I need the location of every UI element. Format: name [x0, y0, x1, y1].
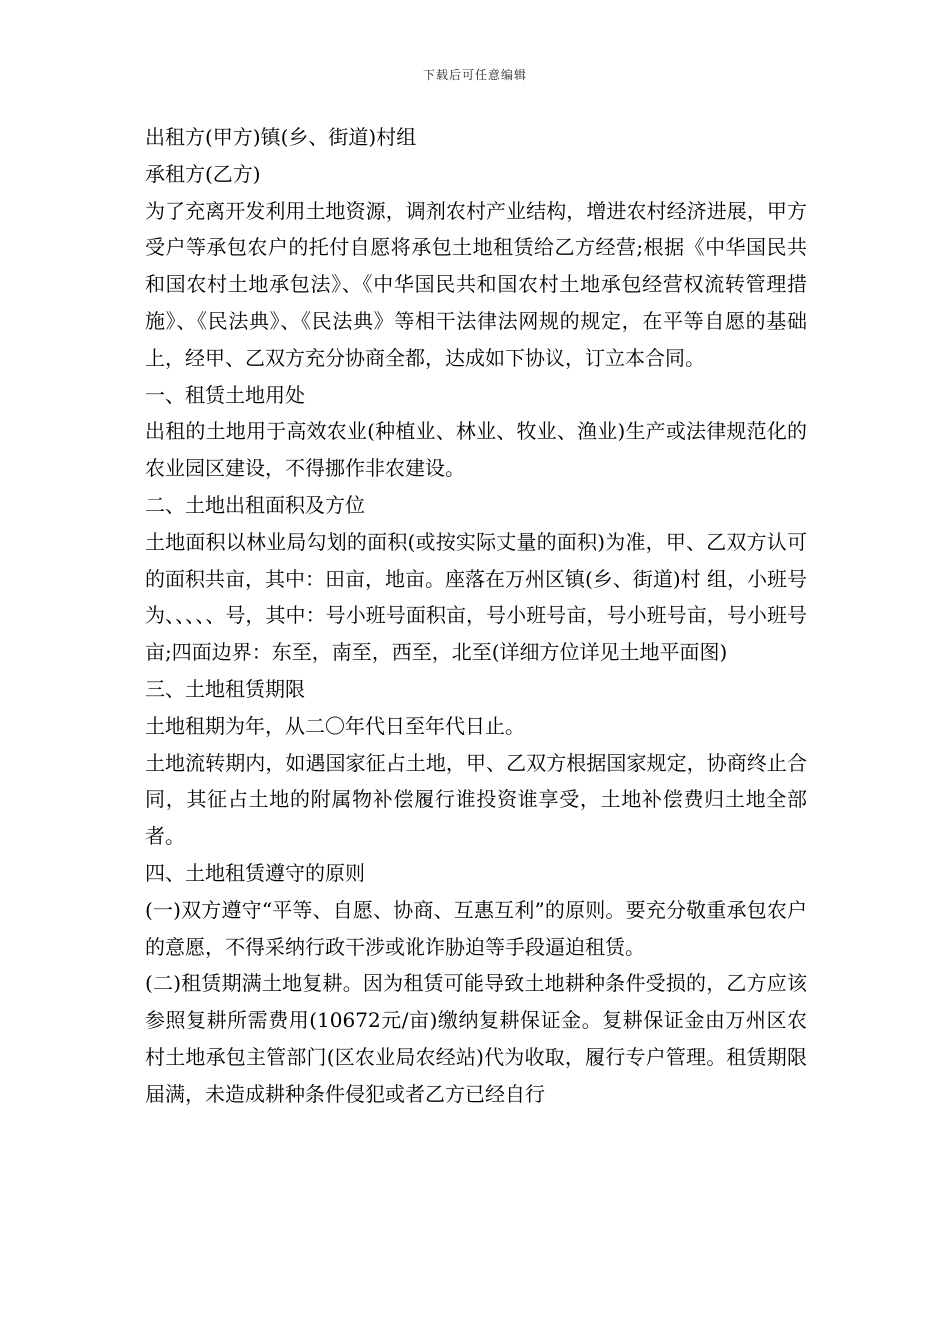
area-location-paragraph: 土地面积以林业局勾划的面积(或按实际丈量的面积)为准，甲、乙双方认可的面积共亩，其中：田亩，地亩。座落在万州区镇(乡、街道)村 组，小班号为、、、、、号，其中：号小班号面积亩，号小班号亩，号小班号亩，号小班号亩;四面边界：东至，南至，西至，北至(详细方位详见土地平面图) [145, 529, 807, 665]
section-heading-principles: 四、土地租赁遵守的原则 [145, 860, 365, 885]
page-header-note: 下载后可任意编辑 [422, 68, 527, 82]
section-heading-land-use: 一、租赁土地用处 [145, 382, 305, 407]
preamble-paragraph: 为了充离开发利用土地资源，调剂农村产业结构，增进农村经济进展，甲方受户等承包农户的托付自愿将承包土地租赁给乙方经营;根据《中华国民共和国农村土地承包法》、《中华国民共和国农村土地承包经营权流转管理措施》、《民法典》、《民法典》等相干法律法网规的规定，在平等自愿的基础上，经甲、乙双方充分协商全都，达成如下协议，订立本合同。 [145, 198, 807, 370]
section-heading-lease-term: 三、土地租赁期限 [145, 676, 305, 701]
principle-one-paragraph: (一)双方遵守“平等、自愿、协商、互惠互利”的原则。要充分敬重承包农户的意愿，不得采纳行政干涉或讹诈胁迫等手段逼迫租赁。 [145, 897, 807, 959]
land-use-paragraph: 出租的土地用于高效农业(种植业、林业、牧业、渔业)生产或法律规范化的农业园区建设，不得挪作非农建设。 [145, 419, 807, 481]
expropriation-paragraph: 土地流转期内，如遇国家征占土地，甲、乙双方根据国家规定，协商终止合同，其征占土地的附属物补偿履行谁投资谁享受，土地补偿费归土地全部者。 [145, 750, 807, 849]
contract-body [145, 119, 807, 1113]
section-heading-area-location: 二、土地出租面积及方位 [145, 492, 365, 517]
lease-term-paragraph: 土地租期为年，从二〇年代日至年代日止。 [145, 713, 525, 738]
principle-two-paragraph: (二)租赁期满土地复耕。因为租赁可能导致土地耕种条件受损的，乙方应该参照复耕所需费用(10672元/亩)缴纳复耕保证金。复耕保证金由万州区农村土地承包主管部门(区农业局农经站)代为收取，履行专户管理。租赁期限届满，未造成耕种条件侵犯或者乙方已经自行 [145, 971, 807, 1106]
lessor-line: 出租方(甲方)镇(乡、街道)村组 [145, 125, 417, 149]
lessee-line: 承租方(乙方) [145, 161, 261, 186]
